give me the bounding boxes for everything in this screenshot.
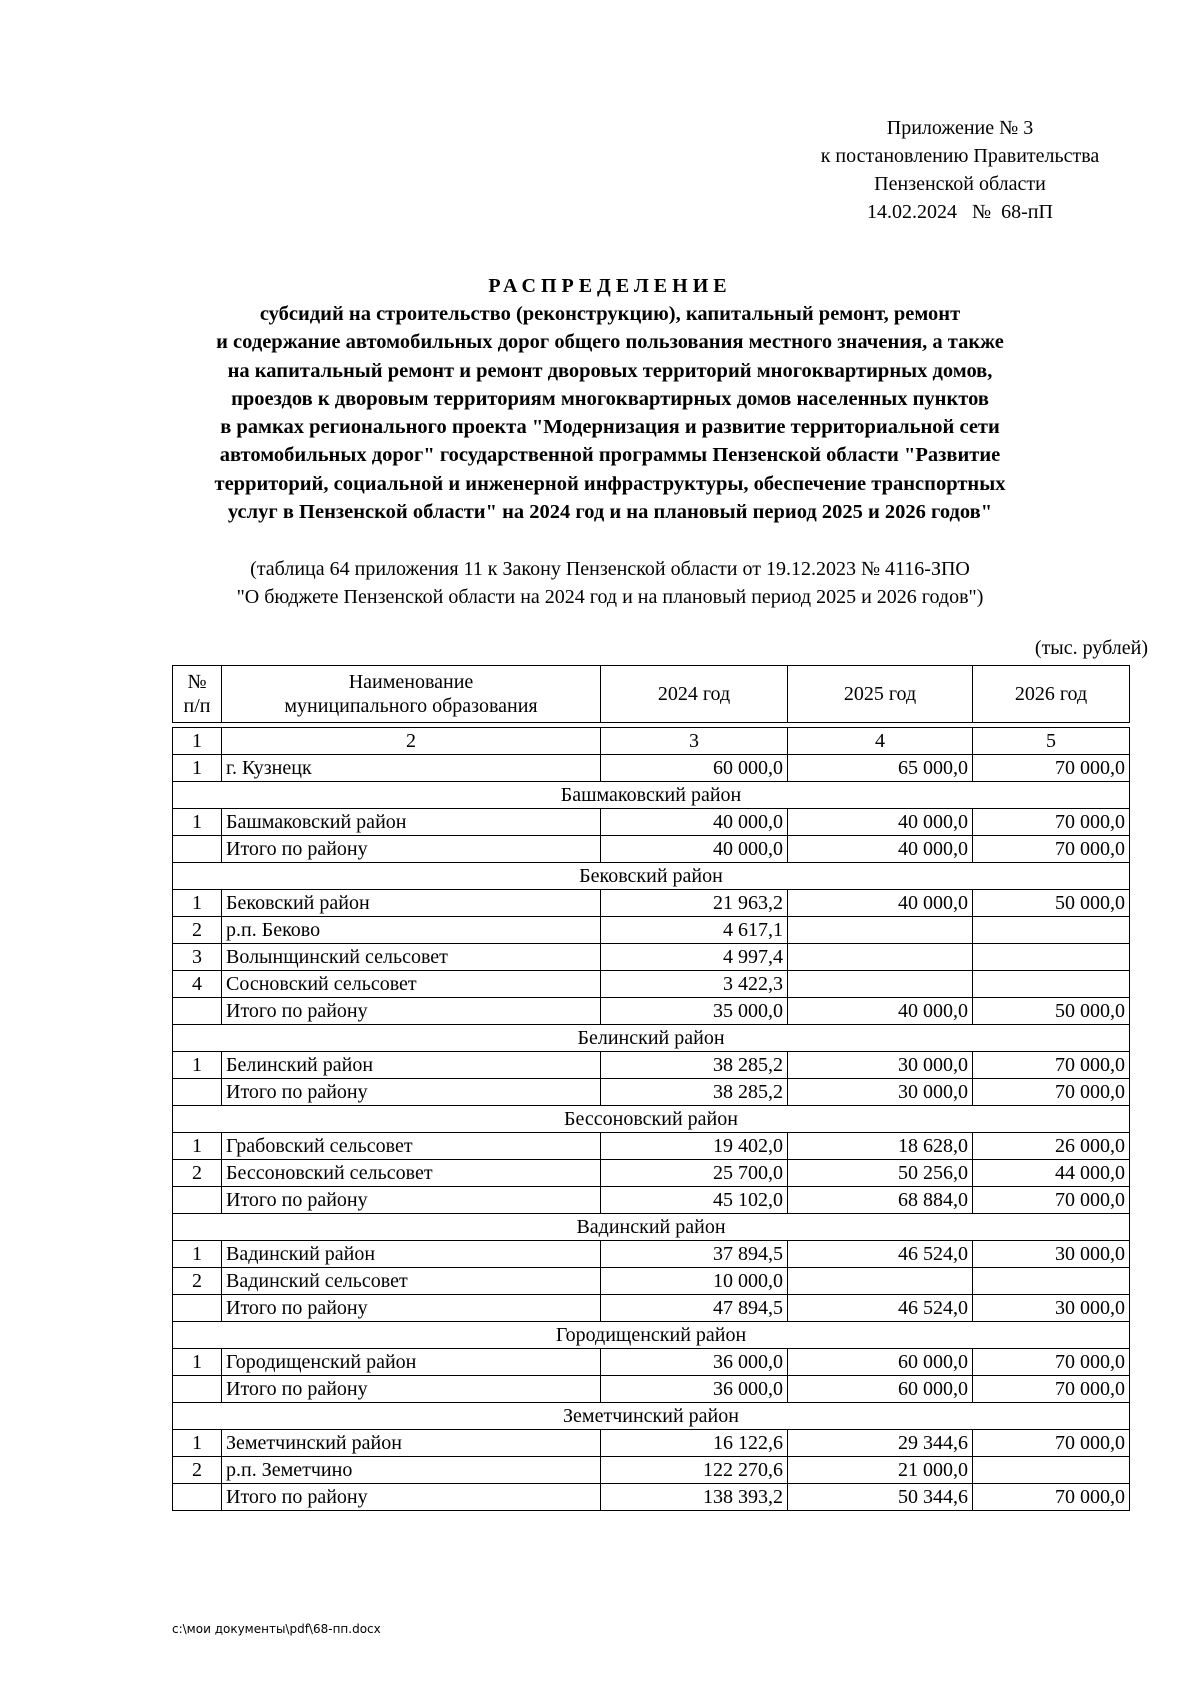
appendix-line-4: 14.02.2024 № 68-пП bbox=[867, 201, 1053, 223]
row-number bbox=[173, 1187, 222, 1214]
subtitle-line: в рамках регионального проекта "Модернизация и развитие территориальной сети bbox=[220, 416, 1000, 439]
total-row bbox=[173, 836, 1130, 863]
value-2026: 70 000,0 bbox=[973, 1079, 1130, 1106]
section-row bbox=[173, 1025, 1130, 1052]
row-number: 2 bbox=[173, 1160, 222, 1187]
table-row bbox=[173, 917, 1130, 944]
row-name: Городищенский район bbox=[222, 1349, 601, 1376]
row-name: Итого по району bbox=[222, 1295, 601, 1322]
row-name: Бековский район bbox=[222, 890, 601, 917]
value-2024: 40 000,0 bbox=[601, 836, 788, 863]
row-name: Башмаковский район bbox=[222, 809, 601, 836]
law-reference bbox=[150, 555, 1070, 611]
appendix-line-3: Пензенской области bbox=[874, 173, 1046, 195]
appendix-block bbox=[780, 114, 1140, 226]
section-row bbox=[173, 1403, 1130, 1430]
section-title: Белинский район bbox=[173, 1025, 1130, 1052]
value-2025: 68 884,0 bbox=[788, 1187, 973, 1214]
title-block bbox=[150, 272, 1070, 526]
row-name: Белинский район bbox=[222, 1052, 601, 1079]
reference-line: (таблица 64 приложения 11 к Закону Пензенской области от 19.12.2023 № 4116-ЗПО bbox=[250, 558, 970, 580]
row-name: р.п. Земетчино bbox=[222, 1457, 601, 1484]
total-row bbox=[173, 1376, 1130, 1403]
section-title: Башмаковский район bbox=[173, 782, 1130, 809]
value-2025: 60 000,0 bbox=[788, 1376, 973, 1403]
value-2024: 47 894,5 bbox=[601, 1295, 788, 1322]
row-number bbox=[173, 1376, 222, 1403]
value-2026: 50 000,0 bbox=[973, 890, 1130, 917]
row-number: 4 bbox=[173, 971, 222, 998]
value-2024: 36 000,0 bbox=[601, 1376, 788, 1403]
header-name: Наименование муниципального образования bbox=[222, 666, 601, 723]
row-number: 3 bbox=[173, 944, 222, 971]
col-number: 5 bbox=[973, 728, 1130, 755]
row-number bbox=[173, 1079, 222, 1106]
row-name: Итого по району bbox=[222, 1187, 601, 1214]
table-row bbox=[173, 1457, 1130, 1484]
row-number bbox=[173, 998, 222, 1025]
value-2026: 70 000,0 bbox=[973, 1052, 1130, 1079]
appendix-line-2: к постановлению Правительства bbox=[820, 145, 1100, 167]
header-no: № п/п bbox=[173, 666, 222, 723]
subtitle-line: услуг в Пензенской области" на 2024 год и на плановый период 2025 и 2026 годов" bbox=[227, 501, 993, 524]
subtitle-line: субсидий на строительство (реконструкцию), капитальный ремонт, ремонт bbox=[259, 303, 961, 325]
row-name: Волынщинский сельсовет bbox=[222, 944, 601, 971]
document-subtitle bbox=[150, 300, 1070, 526]
value-2024: 25 700,0 bbox=[601, 1160, 788, 1187]
row-number: 2 bbox=[173, 917, 222, 944]
value-2024: 38 285,2 bbox=[601, 1052, 788, 1079]
reference-line: "О бюджете Пензенской области на 2024 год и на плановый период 2025 и 2026 годов") bbox=[236, 586, 984, 608]
value-2025: 30 000,0 bbox=[788, 1079, 973, 1106]
file-path-footer: c:\мои документы\pdf\68-пп.docx bbox=[172, 1622, 381, 1636]
section-title: Бессоновский район bbox=[173, 1106, 1130, 1133]
value-2026: 70 000,0 bbox=[973, 1187, 1130, 1214]
row-number: 1 bbox=[173, 1133, 222, 1160]
value-2026: 70 000,0 bbox=[973, 1376, 1130, 1403]
value-2025: 46 524,0 bbox=[788, 1241, 973, 1268]
value-2026: 70 000,0 bbox=[973, 1484, 1130, 1511]
col-number: 2 bbox=[222, 728, 601, 755]
value-2026: 70 000,0 bbox=[973, 755, 1130, 782]
value-2024: 3 422,3 bbox=[601, 971, 788, 998]
value-2025: 65 000,0 bbox=[788, 755, 973, 782]
value-2024: 60 000,0 bbox=[601, 755, 788, 782]
value-2026: 44 000,0 bbox=[973, 1160, 1130, 1187]
value-2026: 26 000,0 bbox=[973, 1133, 1130, 1160]
row-name: Итого по району bbox=[222, 1484, 601, 1511]
row-name: г. Кузнецк bbox=[222, 755, 601, 782]
row-number: 2 bbox=[173, 1268, 222, 1295]
value-2025: 40 000,0 bbox=[788, 890, 973, 917]
header-2024: 2024 год bbox=[601, 666, 788, 723]
unit-label: (тыс. рублей) bbox=[1034, 637, 1148, 659]
row-number: 1 bbox=[173, 809, 222, 836]
value-2026: 30 000,0 bbox=[973, 1241, 1130, 1268]
table-row bbox=[173, 890, 1130, 917]
value-2025: 50 256,0 bbox=[788, 1160, 973, 1187]
row-name: Бессоновский сельсовет bbox=[222, 1160, 601, 1187]
row-name: Сосновский сельсовет bbox=[222, 971, 601, 998]
value-2026: 30 000,0 bbox=[973, 1295, 1130, 1322]
row-name: Итого по району bbox=[222, 1376, 601, 1403]
section-row bbox=[173, 782, 1130, 809]
value-2026: 50 000,0 bbox=[973, 998, 1130, 1025]
subtitle-line: автомобильных дорог" государственной программы Пензенской области "Развитие bbox=[219, 444, 1001, 467]
total-row bbox=[173, 998, 1130, 1025]
total-row bbox=[173, 1484, 1130, 1511]
header-2026: 2026 год bbox=[973, 666, 1130, 723]
column-number-row bbox=[173, 728, 1130, 755]
section-title: Вадинский район bbox=[173, 1214, 1130, 1241]
value-2025 bbox=[788, 917, 973, 944]
appendix-line-1: Приложение № 3 bbox=[886, 117, 1034, 139]
table-header-row bbox=[173, 666, 1130, 723]
section-row bbox=[173, 1106, 1130, 1133]
col-number: 1 bbox=[173, 728, 222, 755]
row-name: Грабовский сельсовет bbox=[222, 1133, 601, 1160]
value-2024: 36 000,0 bbox=[601, 1349, 788, 1376]
row-number bbox=[173, 836, 222, 863]
value-2024: 35 000,0 bbox=[601, 998, 788, 1025]
table-row bbox=[173, 809, 1130, 836]
total-row bbox=[173, 1079, 1130, 1106]
row-name: Итого по району bbox=[222, 998, 601, 1025]
document-title: РАСПРЕДЕЛЕНИЕ bbox=[488, 275, 732, 297]
value-2024: 4 997,4 bbox=[601, 944, 788, 971]
section-title: Земетчинский район bbox=[173, 1403, 1130, 1430]
value-2025: 30 000,0 bbox=[788, 1052, 973, 1079]
table-row bbox=[173, 1160, 1130, 1187]
value-2026 bbox=[973, 944, 1130, 971]
value-2024: 4 617,1 bbox=[601, 917, 788, 944]
table-row bbox=[173, 755, 1130, 782]
value-2024: 138 393,2 bbox=[601, 1484, 788, 1511]
row-name: Земетчинский район bbox=[222, 1430, 601, 1457]
row-number: 2 bbox=[173, 1457, 222, 1484]
value-2024: 37 894,5 bbox=[601, 1241, 788, 1268]
value-2024: 40 000,0 bbox=[601, 809, 788, 836]
col-number: 4 bbox=[788, 728, 973, 755]
subtitle-line: территорий, социальной и инженерной инфраструктуры, обеспечение транспортных bbox=[214, 472, 1006, 495]
table-row bbox=[173, 971, 1130, 998]
value-2025: 18 628,0 bbox=[788, 1133, 973, 1160]
row-number: 1 bbox=[173, 755, 222, 782]
value-2024: 45 102,0 bbox=[601, 1187, 788, 1214]
table-row bbox=[173, 1241, 1130, 1268]
section-row bbox=[173, 863, 1130, 890]
value-2025 bbox=[788, 971, 973, 998]
value-2026 bbox=[973, 1457, 1130, 1484]
row-number: 1 bbox=[173, 1349, 222, 1376]
row-name: Итого по району bbox=[222, 836, 601, 863]
value-2026: 70 000,0 bbox=[973, 1430, 1130, 1457]
table-row bbox=[173, 1133, 1130, 1160]
table-row bbox=[173, 1268, 1130, 1295]
value-2026: 70 000,0 bbox=[973, 1349, 1130, 1376]
value-2025: 40 000,0 bbox=[788, 809, 973, 836]
total-row bbox=[173, 1295, 1130, 1322]
value-2025 bbox=[788, 1268, 973, 1295]
value-2024: 21 963,2 bbox=[601, 890, 788, 917]
section-row bbox=[173, 1322, 1130, 1349]
section-row bbox=[173, 1214, 1130, 1241]
col-number: 3 bbox=[601, 728, 788, 755]
header-2025: 2025 год bbox=[788, 666, 973, 723]
value-2026: 70 000,0 bbox=[973, 809, 1130, 836]
value-2026 bbox=[973, 917, 1130, 944]
value-2024: 122 270,6 bbox=[601, 1457, 788, 1484]
section-title: Городищенский район bbox=[173, 1322, 1130, 1349]
value-2025: 21 000,0 bbox=[788, 1457, 973, 1484]
table-row bbox=[173, 944, 1130, 971]
value-2025: 46 524,0 bbox=[788, 1295, 973, 1322]
table-row bbox=[173, 1349, 1130, 1376]
value-2024: 10 000,0 bbox=[601, 1268, 788, 1295]
row-number: 1 bbox=[173, 1241, 222, 1268]
value-2024: 16 122,6 bbox=[601, 1430, 788, 1457]
value-2025: 40 000,0 bbox=[788, 998, 973, 1025]
value-2025: 60 000,0 bbox=[788, 1349, 973, 1376]
value-2025 bbox=[788, 944, 973, 971]
value-2026 bbox=[973, 1268, 1130, 1295]
row-name: р.п. Беково bbox=[222, 917, 601, 944]
table-row bbox=[173, 1052, 1130, 1079]
value-2025: 29 344,6 bbox=[788, 1430, 973, 1457]
value-2026 bbox=[973, 971, 1130, 998]
row-name: Вадинский сельсовет bbox=[222, 1268, 601, 1295]
section-title: Бековский район bbox=[173, 863, 1130, 890]
value-2024: 38 285,2 bbox=[601, 1079, 788, 1106]
subtitle-line: на капитальный ремонт и ремонт дворовых территорий многоквартирных домов, bbox=[227, 359, 993, 382]
subtitle-line: и содержание автомобильных дорог общего пользования местного значения, а также bbox=[216, 331, 1004, 354]
row-number: 1 bbox=[173, 890, 222, 917]
row-number: 1 bbox=[173, 1430, 222, 1457]
value-2024: 19 402,0 bbox=[601, 1133, 788, 1160]
table-row bbox=[173, 1430, 1130, 1457]
row-name: Вадинский район bbox=[222, 1241, 601, 1268]
row-number bbox=[173, 1484, 222, 1511]
row-number: 1 bbox=[173, 1052, 222, 1079]
row-number bbox=[173, 1295, 222, 1322]
value-2026: 70 000,0 bbox=[973, 836, 1130, 863]
distribution-table bbox=[172, 665, 1130, 1511]
subtitle-line: проездов к дворовым территориям многоквартирных домов населенных пунктов bbox=[231, 387, 989, 410]
value-2025: 50 344,6 bbox=[788, 1484, 973, 1511]
total-row bbox=[173, 1187, 1130, 1214]
value-2025: 40 000,0 bbox=[788, 836, 973, 863]
row-name: Итого по району bbox=[222, 1079, 601, 1106]
